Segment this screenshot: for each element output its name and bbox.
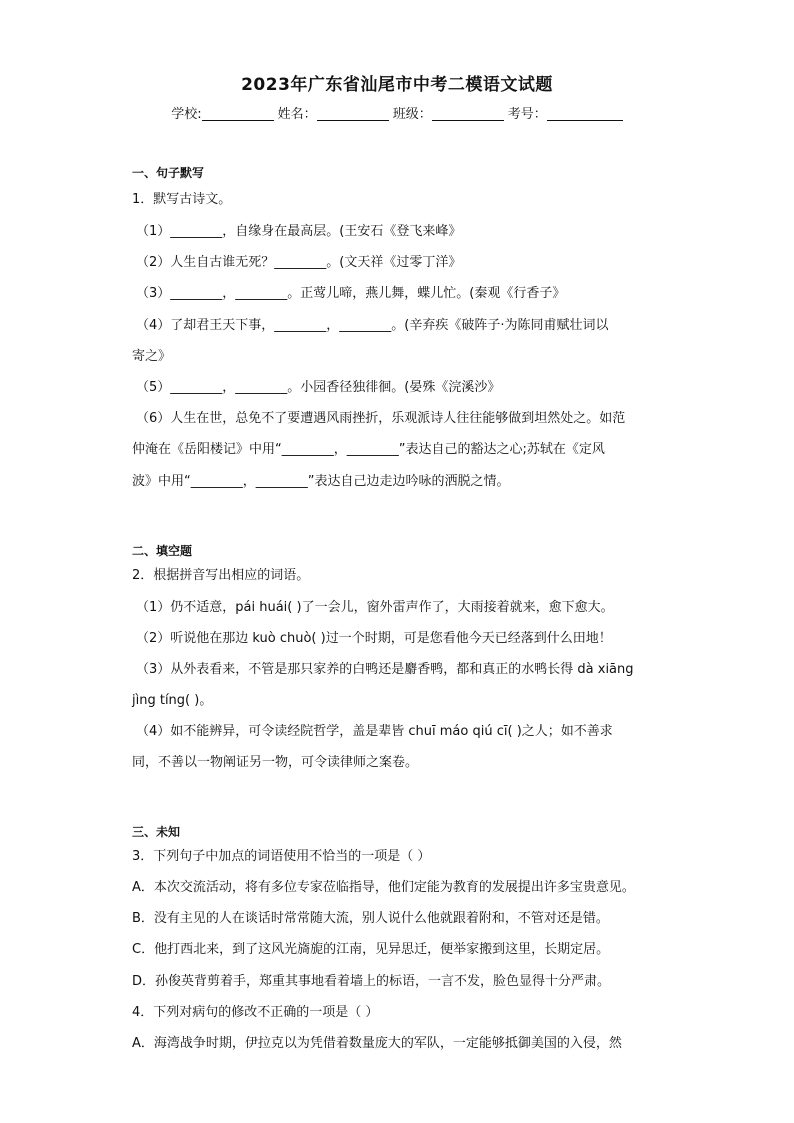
- school-label: 学校:: [171, 107, 202, 122]
- q2-line: （1）仍不适意，pái huái( )了一会儿，窗外雷声作了，大雨接着就来，愈下愈大。: [136, 600, 614, 615]
- q2-line: 同，不善以一物阐证另一物，可令读律师之案卷。: [132, 755, 419, 770]
- option-b: B．没有主见的人在谈话时常常随大流，别人说什么他就跟着附和，不管对还是错。: [132, 911, 609, 926]
- page-title: 2023年广东省汕尾市中考二模语文试题: [241, 75, 553, 95]
- q1-line: （5）________，________。小园香径独徘徊。(晏殊《浣溪沙》: [136, 380, 501, 395]
- question-2-stem: 2．根据拼音写出相应的词语。: [132, 568, 310, 583]
- class-label: 班级：: [392, 107, 432, 122]
- q2-line: （4）如不能辨异，可令读经院哲学，盖是辈皆 chuī máo qiú cī( )之人；如不善求: [136, 724, 613, 739]
- section-heading-3: 三、未知: [132, 825, 181, 839]
- option-c: C．他打西北来，到了这风光旖旎的江南，见异思迁，便举家搬到这里，长期定居。: [132, 942, 610, 957]
- q1-line: 寄之》: [132, 349, 172, 364]
- name-field[interactable]: [317, 107, 389, 121]
- section-heading-1: 一、句子默写: [132, 166, 205, 180]
- section-heading-2: 二、填空题: [132, 544, 193, 558]
- question-3-stem: 3．下列句子中加点的词语使用不恰当的一项是（ ）: [132, 849, 431, 864]
- id-field[interactable]: [547, 107, 623, 121]
- q1-line: （6）人生在世，总免不了要遭遇风雨挫折，乐观派诗人往往能够做到坦然处之。如范: [136, 411, 626, 426]
- school-field[interactable]: [202, 107, 274, 121]
- question-1-stem: 1．默写古诗文。: [132, 192, 232, 207]
- q1-line: （1）________，自缘身在最高层。(王安石《登飞来峰》: [136, 224, 462, 239]
- q1-line: （2）人生自古谁无死？________。(文天祥《过零丁洋》: [136, 255, 462, 270]
- q2-line: jìng tíng( )。: [132, 693, 213, 708]
- option-d: D．孙俊英背剪着手，郑重其事地看着墙上的标语，一言不发，脸色显得十分严肃。: [132, 974, 611, 989]
- q4-option-a: A．海湾战争时期，伊拉克以为凭借着数量庞大的军队，一定能够抵御美国的入侵，然: [132, 1036, 622, 1051]
- question-4-stem: 4．下列对病句的修改不正确的一项是（ ）: [132, 1005, 379, 1020]
- q1-line: （3）________，________。正莺儿啼，燕儿舞，蝶儿忙。(秦观《行香子》: [136, 286, 566, 301]
- class-field[interactable]: [432, 107, 504, 121]
- q2-line: （2）听说他在那边 kuò chuò( )过一个时期，可是您看他今天已经落到什么田地！: [136, 631, 612, 646]
- q1-line: 波》中用“________，________”表达自己边走边吟咏的洒脱之情。: [132, 474, 510, 489]
- name-label: 姓名：: [277, 107, 317, 122]
- id-label: 考号：: [507, 107, 547, 122]
- option-a: A．本次交流活动，将有多位专家莅临指导，他们定能为教育的发展提出许多宝贵意见。: [132, 880, 635, 895]
- q1-line: 仲淹在《岳阳楼记》中用“________，________”表达自己的豁达之心;苏轼在《定风: [132, 442, 605, 457]
- q2-line: （3）从外表看来，不管是那只家养的白鸭还是麝香鸭，都和真正的水鸭长得 dà xiāng: [136, 662, 634, 677]
- q1-line: （4）了却君王天下事，________，________。(辛弃疾《破阵子·为陈同甫赋壮词以: [136, 318, 609, 333]
- student-info-row: [0, 103, 794, 122]
